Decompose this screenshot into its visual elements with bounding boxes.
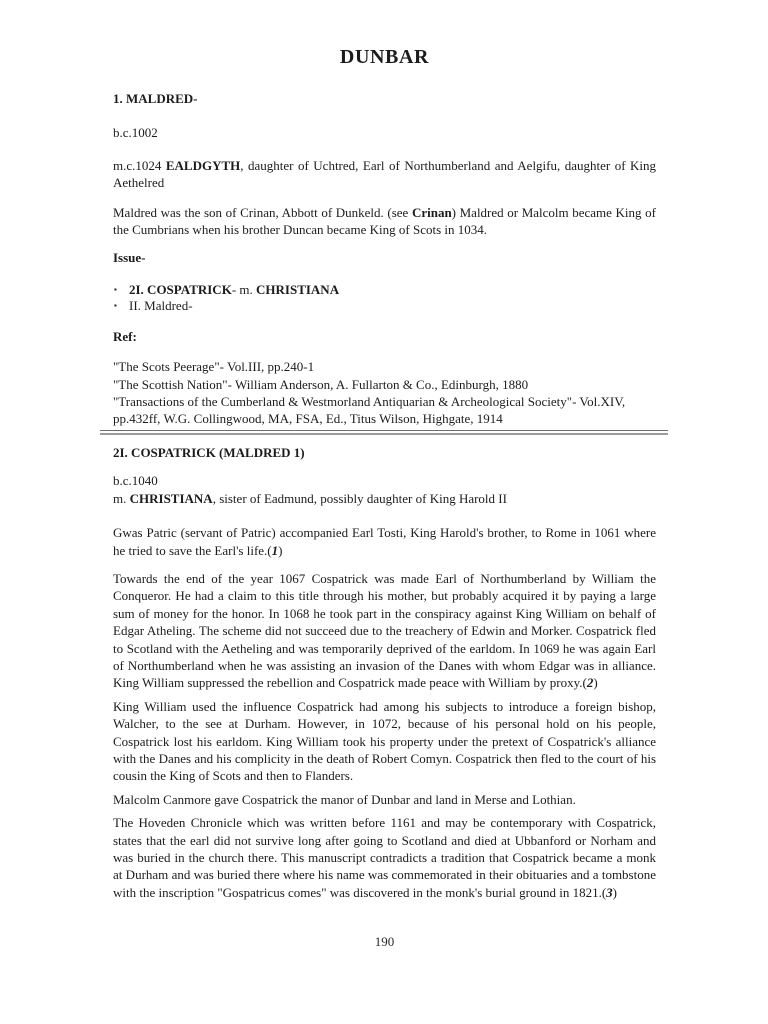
issue-list-item	[113, 298, 656, 315]
body-paragraph-dunbar-grant: Malcolm Canmore gave Cospatrick the manor of Dunbar and land in Merse and Lothian.	[113, 791, 576, 807]
cospatrick-vitals	[113, 472, 656, 507]
issue-label: Issue-	[113, 250, 146, 266]
page-number: 190	[374, 934, 395, 950]
issue-list	[113, 282, 656, 315]
body-paragraph-earldom: Towards the end of the year 1067 Cospatrick was made Earl of Northumberland by William the Conqueror. He had a claim to this title through his mother, but probably acquired it by paying a large sum of money for the honor. In 1068 he took part in the conspiracy against King William on behalf of Edgar Atheling. The scheme did not succeed due to the treachery of Edwin and Morker. Cospatrick fled to Scotland with the Aetheling and was temporarily deprived of the earldom. In 1069 he was again Earl of Northumberland when he was assisting an invasion of the Danes with whom Edgar was in alliance. King William suppressed the rebellion and Cospatrick made peace with William by proxy.(2)	[113, 570, 656, 691]
reference-line: "Transactions of the Cumberland & Westmorland Antiquarian & Archeological Society"- Vol.XIV,	[113, 394, 626, 410]
cospatrick-marriage-line: m. CHRISTIANA, sister of Eadmund, possibly daughter of King Harold II	[113, 490, 507, 506]
reference-line: pp.432ff, W.G. Collingwood, MA, FSA, Ed., Titus Wilson, Highgate, 1914	[113, 411, 503, 427]
bullet-icon: ▪	[114, 301, 117, 311]
reference-list	[113, 358, 656, 428]
ref-label: Ref:	[113, 328, 137, 344]
cospatrick-birth-line: b.c.1040	[113, 473, 158, 489]
section-heading-maldred: 1. MALDRED-	[113, 91, 198, 106]
section-divider	[100, 430, 668, 435]
maldred-bio-paragraph: Maldred was the son of Crinan, Abbott of Dunkeld. (see Crinan) Maldred or Malcolm became King of the Cumbrians when his brother Duncan became King of Scots in 1034.	[113, 204, 656, 238]
issue-item-text: 2I. COSPATRICK- m. CHRISTIANA	[129, 281, 340, 297]
issue-item-text: II. Maldred-	[129, 298, 193, 314]
issue-list-item	[113, 282, 656, 299]
section-heading-cospatrick: 2I. COSPATRICK (MALDRED 1)	[113, 444, 305, 460]
maldred-marriage-line: m.c.1024 EALDGYTH, daughter of Uchtred, Earl of Northumberland and Aelgifu, daughter of King Aethelred	[113, 157, 657, 191]
reference-line: "The Scots Peerage"- Vol.III, pp.240-1	[113, 359, 315, 375]
page-title: DUNBAR	[339, 46, 430, 68]
body-paragraph-walcher: King William used the influence Cospatrick had among his subjects to introduce a foreign bishop, Walcher, to the see at Durham. However, in 1072, because of his personal hold on his people, Cospatrick lost his earldom. King William took his property under the pretext of Cospatrick's alliance with the Danes and his complicity in the death of Robert Comyn. Cospatrick then fled to the court of his cousin the King of Scots and then to Flanders.	[113, 698, 656, 784]
body-paragraph-hoveden: The Hoveden Chronicle which was written before 1161 and may be contemporary with Cospatrick, states that the earl did not survive long after going to Scotland and died at Ubbanford or Norham and was buried in the church there. This manuscript contradicts a tradition that Cospatrick became a monk at Durham and was buried there where his name was commemorated in their obituaries and a tombstone with the inscription "Gospatricus comes" was discovered in the monk's burial ground in 1821.(3)	[113, 815, 656, 900]
reference-line: "The Scottish Nation"- William Anderson, A. Fullarton & Co., Edinburgh, 1880	[113, 376, 529, 392]
maldred-birth-line: b.c.1002	[113, 125, 158, 141]
bullet-icon: ▪	[114, 284, 117, 294]
body-paragraph-gwas: Gwas Patric (servant of Patric) accompanied Earl Tosti, King Harold's brother, to Rome in 1061 where he tried to save the Earl's life.(1)	[113, 525, 656, 558]
